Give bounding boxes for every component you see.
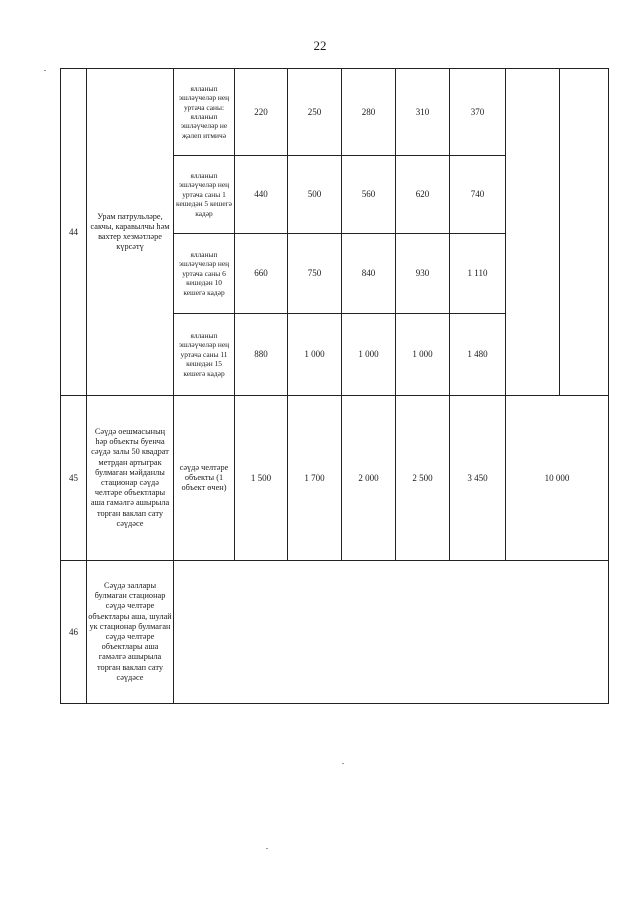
row-number: 46 [61, 561, 87, 704]
scan-mark [342, 763, 344, 764]
empty-cell [560, 69, 609, 396]
value-cell: 500 [288, 156, 342, 234]
scan-mark [266, 848, 268, 849]
page-number: 22 [313, 38, 327, 53]
empty-cell [506, 69, 560, 396]
value-cell: 1 000 [288, 314, 342, 396]
value-cell: 1 000 [396, 314, 450, 396]
value-cell: 880 [235, 314, 288, 396]
value-cell: 2 500 [396, 396, 450, 561]
value-cell: 370 [450, 69, 506, 156]
value-cell: 250 [288, 69, 342, 156]
value-cell: 620 [396, 156, 450, 234]
activity-name: Сәүдә заллары булмаган стационар сәүдә челтәре объектлары аша, шулай ук стационар булмаган сәүдә челтәре объектлары аша гамәлгә ашырыла торган ваклап сату сәүдәсе [87, 561, 174, 704]
value-cell: 1 500 [235, 396, 288, 561]
table-row [61, 561, 609, 704]
value-cell: 1 000 [342, 314, 396, 396]
value-cell: 220 [235, 69, 288, 156]
value-cell: 310 [396, 69, 450, 156]
unit-cell: сәүдә челтәре объекты (1 объект өчен) [174, 396, 235, 561]
merged-value-cell: 10 000 [506, 396, 609, 561]
table-row [61, 69, 609, 156]
value-cell: 930 [396, 234, 450, 314]
unit-cell: ялланып эшләүчеләр нең уртача саны 1 кешедән 5 кешегә кадәр [174, 156, 235, 234]
value-cell: 750 [288, 234, 342, 314]
tax-rates-table [60, 68, 609, 704]
row-number: 45 [61, 396, 87, 561]
unit-cell: ялланып эшләүчеләр нең уртача саны 11 кешедән 15 кешегә кадәр [174, 314, 235, 396]
value-cell: 840 [342, 234, 396, 314]
value-cell: 3 450 [450, 396, 506, 561]
activity-name: Урам патрульләре, сакчы, каравылчы һәм вахтер хезмәтләре күрсәтү [87, 69, 174, 396]
value-cell: 2 000 [342, 396, 396, 561]
value-cell: 660 [235, 234, 288, 314]
activity-name: Сәүдә оешмасының һәр объекты буенча сәүдә залы 50 квадрат метрдан артыграк булмаган мәйданлы стационар сәүдә челтәре объектлары аша гамәлгә ашырыла торган ваклап сату сәүдәсе [87, 396, 174, 561]
unit-cell: ялланып эшләүчеләр нең уртача саны 6 кешедән 10 кешегә кадәр [174, 234, 235, 314]
value-cell: 1 700 [288, 396, 342, 561]
value-cell: 1 480 [450, 314, 506, 396]
unit-cell: ялланып эшләүчеләр нең уртача саны: ялланып эшләүчеләр не җәлеп итмичә [174, 69, 235, 156]
row-number: 44 [61, 69, 87, 396]
scan-mark [44, 70, 46, 71]
value-cell: 280 [342, 69, 396, 156]
value-cell: 1 110 [450, 234, 506, 314]
value-cell: 560 [342, 156, 396, 234]
value-cell: 740 [450, 156, 506, 234]
empty-cell [174, 561, 609, 704]
value-cell: 440 [235, 156, 288, 234]
table-row [61, 396, 609, 561]
